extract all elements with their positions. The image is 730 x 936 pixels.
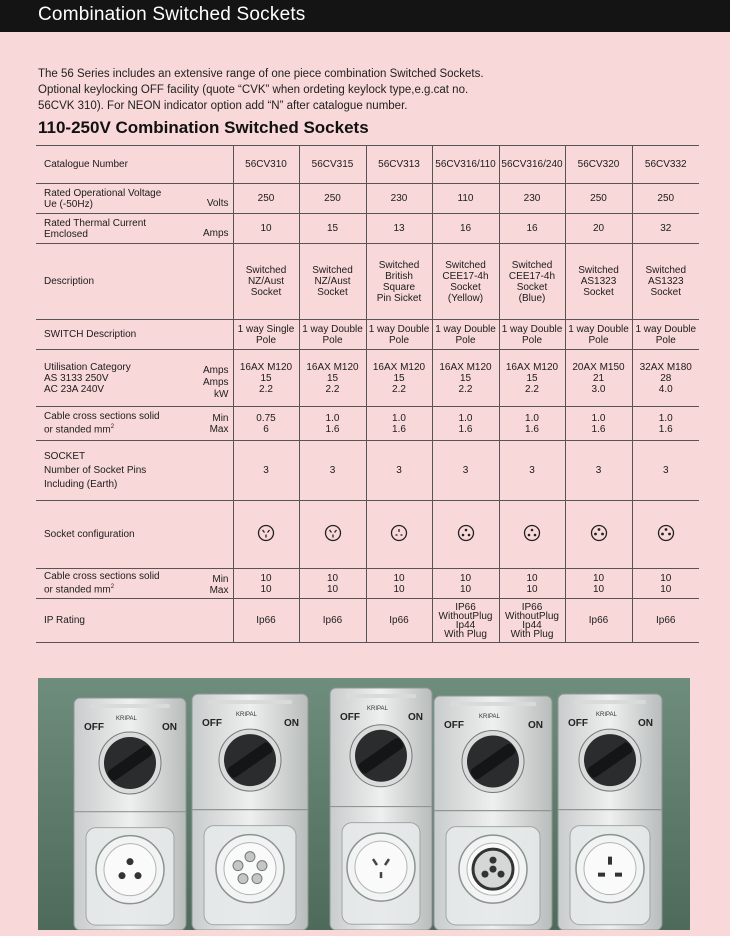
- unit-min: Min: [212, 574, 229, 585]
- cable-value: 1.0: [325, 412, 340, 424]
- cell: [299, 599, 366, 643]
- switch-line: 1 way Double: [501, 323, 563, 335]
- row-cable-2: [36, 569, 699, 599]
- switch-line: 1 way Double: [302, 323, 363, 335]
- description-line: Socket: [650, 287, 682, 298]
- cell: [299, 184, 366, 214]
- catalogue-number: 56CV332: [644, 159, 687, 170]
- cell: [632, 350, 699, 407]
- pins-label: Number of Socket Pins: [44, 464, 147, 476]
- switch-line: Pole: [388, 334, 409, 346]
- description-line: Socket: [583, 287, 614, 298]
- cable-value: 1.6: [325, 423, 340, 435]
- on-label: ON: [408, 712, 423, 723]
- cable-unit-text: or standed mm: [44, 424, 111, 436]
- cell: [499, 501, 565, 569]
- description-line: Switched: [445, 259, 486, 271]
- cell: [565, 146, 632, 184]
- cell: [632, 441, 699, 501]
- description-line: Square: [382, 281, 416, 293]
- description-line: Socket: [250, 287, 282, 298]
- cell: [565, 441, 632, 501]
- cable-value: 10: [393, 583, 405, 595]
- cell: [366, 569, 432, 599]
- cell: [299, 441, 366, 501]
- catalogue-number: 56CV313: [378, 159, 420, 170]
- description-line: (Blue): [518, 292, 546, 304]
- voltage-value: 230: [523, 193, 541, 204]
- switch-line: Pole: [455, 334, 476, 346]
- current-value: 20: [592, 223, 605, 234]
- utilisation-value: 16AX M120: [306, 361, 359, 373]
- description-line: NZ/Aust: [314, 276, 351, 287]
- row-label: [36, 407, 233, 441]
- cable-value: 10: [592, 583, 605, 595]
- cable-value: 0.75: [256, 412, 276, 424]
- table-title: 110-250V Combination Switched Sockets: [38, 118, 369, 137]
- cell: [366, 407, 432, 441]
- cell: [565, 599, 632, 643]
- switched-sockets-photo: [38, 678, 690, 930]
- row-voltage: [36, 184, 699, 214]
- cell: [565, 501, 632, 569]
- catalogue-number: 56CV320: [577, 159, 620, 170]
- spec-table: [36, 145, 699, 643]
- cell: [499, 407, 565, 441]
- utilisation-value: 2.2: [325, 383, 340, 395]
- current-value: 10: [260, 223, 272, 234]
- pins-value: 3: [529, 465, 535, 476]
- cable-value: 1.6: [392, 423, 406, 435]
- ip-value: Ip66: [389, 615, 409, 626]
- current-value: 32: [660, 223, 672, 234]
- row-cable-1: [36, 407, 699, 441]
- cable-value: 10: [326, 572, 339, 584]
- brand-label: KRIPAL: [116, 716, 137, 722]
- row-switch: [36, 320, 699, 350]
- switch-label: SWITCH Description: [44, 329, 137, 340]
- off-label: OFF: [568, 718, 588, 729]
- cable-value: 1.6: [658, 423, 673, 435]
- on-label: ON: [162, 722, 177, 733]
- voltage-unit: Volts: [206, 198, 229, 209]
- on-label: ON: [284, 718, 299, 729]
- cable-value: 1.0: [591, 412, 606, 424]
- ip-value: With Plug: [510, 628, 554, 640]
- utilisation-value: 21: [592, 372, 605, 384]
- utilisation-value: 15: [393, 372, 405, 384]
- switch-line: Pole: [322, 334, 343, 346]
- cell: [565, 244, 632, 320]
- cable-value: 1.0: [458, 412, 473, 424]
- cable-label: Cable cross sections solid: [44, 411, 160, 423]
- row-pins: [36, 441, 699, 501]
- cell: [632, 320, 699, 350]
- cell: [299, 501, 366, 569]
- pins-value: 3: [396, 465, 402, 476]
- on-label: ON: [638, 718, 653, 729]
- description-line: NZ/Aust: [247, 276, 285, 287]
- socket-british-icon: [390, 524, 408, 542]
- ip-label: IP Rating: [44, 615, 85, 626]
- cell: [499, 146, 565, 184]
- cell: [233, 350, 299, 407]
- unit-min: Min: [212, 413, 229, 424]
- cell: [299, 350, 366, 407]
- description-line: Switched: [245, 265, 287, 276]
- cell: [432, 407, 499, 441]
- cable-value: 6: [263, 423, 269, 435]
- switch-line: 1 way Single: [237, 323, 295, 335]
- voltage-value: 250: [324, 193, 341, 204]
- cell: [432, 184, 499, 214]
- intro-line: The 56 Series includes an extensive range of one piece combination Switched Sockets.: [38, 68, 484, 80]
- socket-nz-icon: [257, 524, 275, 542]
- cable-value: 10: [459, 572, 472, 584]
- cell: [565, 407, 632, 441]
- cable-value: 10: [592, 572, 605, 584]
- ip-value: Ip44: [455, 619, 476, 631]
- utilisation-standard: AS 3133 250V: [44, 372, 109, 384]
- cell: [366, 350, 432, 407]
- cell: [299, 407, 366, 441]
- voltage-value: 250: [590, 193, 607, 204]
- socket-unit: [192, 694, 308, 930]
- cable-value: 10: [660, 583, 672, 595]
- voltage-value: 250: [257, 193, 275, 204]
- utilisation-value: 2.2: [259, 383, 273, 395]
- cell: [632, 569, 699, 599]
- socket-unit: [330, 688, 432, 930]
- row-label: [36, 441, 233, 501]
- cable-value: 10: [459, 583, 472, 595]
- description-line: (Yellow): [447, 292, 484, 304]
- description-line: Socket: [317, 287, 348, 298]
- socket-round-icon: [590, 524, 608, 542]
- description-line: British: [385, 270, 413, 282]
- cable-value: 10: [526, 572, 538, 584]
- cell: [299, 320, 366, 350]
- cell: [366, 244, 432, 320]
- cable-unit-text: or standed mm: [44, 584, 111, 596]
- voltage-sublabel: Ue (-50Hz): [44, 198, 93, 210]
- socket-round-icon: [657, 524, 675, 542]
- ip-value: Ip44: [522, 619, 542, 631]
- cell: [499, 441, 565, 501]
- cell: [366, 320, 432, 350]
- utilisation-value: 15: [526, 372, 538, 384]
- voltage-value: 110: [457, 193, 474, 204]
- brand-label: KRIPAL: [596, 712, 617, 718]
- description-line: Socket: [516, 281, 548, 293]
- cable-value: 10: [393, 572, 405, 584]
- cell: [432, 350, 499, 407]
- description-line: AS1323: [647, 276, 684, 287]
- catalogue-label: Catalogue Number: [44, 159, 128, 170]
- cable-value: 10: [526, 583, 538, 595]
- switch-line: 1 way Double: [635, 323, 697, 335]
- row-label: [36, 350, 233, 407]
- pins-value: 3: [595, 465, 602, 476]
- current-value: 16: [459, 223, 472, 234]
- cable-value: 10: [260, 572, 272, 584]
- utilisation-value: 2.2: [392, 383, 406, 395]
- on-label: ON: [528, 720, 543, 731]
- cell: [432, 146, 499, 184]
- cell: [299, 244, 366, 320]
- ip-value: WithoutPlug: [438, 610, 493, 622]
- cell: [233, 407, 299, 441]
- ip-value: Ip66: [656, 615, 676, 626]
- switch-line: Pole: [521, 334, 542, 346]
- utilisation-value: 28: [660, 372, 672, 384]
- switch-line: Pole: [588, 334, 609, 346]
- off-label: OFF: [340, 712, 360, 723]
- catalogue-number: 56CV310: [245, 159, 287, 170]
- cable-value: 10: [660, 572, 672, 584]
- utilisation-value: 32AX M180: [639, 361, 692, 373]
- ip-value: IP66: [521, 601, 543, 613]
- description-line: CEE17-4h: [508, 270, 556, 282]
- socket-cee-icon: [457, 524, 475, 542]
- cell: [366, 501, 432, 569]
- row-label: [36, 501, 233, 569]
- cell: [432, 244, 499, 320]
- current-label: Rated Thermal Current: [44, 217, 147, 229]
- cell: [632, 146, 699, 184]
- cable-value: 1.0: [525, 412, 539, 424]
- intro-line: Optional keylocking OFF facility (quote “CVK” when ordeting keylock type,e.g.cat no.: [38, 84, 469, 96]
- switch-line: Pole: [655, 334, 676, 346]
- description-line: Switched: [578, 265, 619, 276]
- utilisation-value: 15: [260, 372, 272, 384]
- cable-value: 1.0: [658, 412, 673, 424]
- cell: [366, 441, 432, 501]
- cable-label: Cable cross sections solid: [44, 571, 160, 583]
- switch-line: 1 way Double: [435, 323, 496, 335]
- row-label: [36, 146, 233, 184]
- cell: [233, 244, 299, 320]
- cell: [366, 214, 432, 244]
- unit-kw: kW: [214, 389, 229, 400]
- cell: [565, 350, 632, 407]
- superscript: 2: [110, 424, 115, 431]
- socket-label: SOCKET: [44, 450, 86, 462]
- utilisation-value: 20AX M150: [572, 361, 625, 373]
- utilisation-value: 15: [326, 372, 339, 384]
- cell: [233, 320, 299, 350]
- row-label: [36, 569, 233, 599]
- cable-sublabel: [44, 582, 233, 595]
- cable-value: 1.0: [392, 412, 406, 424]
- cell: [632, 501, 699, 569]
- cell: [299, 569, 366, 599]
- brand-label: KRIPAL: [479, 714, 500, 720]
- current-value: 16: [526, 223, 538, 234]
- cell: [499, 184, 565, 214]
- row-label: [36, 599, 233, 643]
- cell: [499, 244, 565, 320]
- row-description: [36, 244, 699, 320]
- socket-unit: [434, 696, 552, 930]
- utilisation-value: 4.0: [658, 383, 673, 395]
- description-line: Switched: [378, 259, 420, 271]
- row-label: [36, 244, 233, 320]
- intro-line: 56CVK 310). For NEON indicator option add “N” after catalogue number.: [38, 100, 408, 112]
- cell: [499, 350, 565, 407]
- cell: [432, 569, 499, 599]
- current-unit: Amps: [202, 228, 229, 239]
- cable-value: 1.6: [525, 423, 539, 435]
- unit-max: Max: [209, 424, 229, 435]
- cell: [632, 214, 699, 244]
- description-label: Description: [44, 276, 95, 287]
- current-value: 15: [326, 223, 339, 234]
- cell: [299, 146, 366, 184]
- cable-value: 1.6: [458, 423, 473, 435]
- cell: [432, 214, 499, 244]
- voltage-value: 230: [390, 193, 408, 204]
- cell: [499, 599, 565, 643]
- row-catalogue: [36, 146, 699, 184]
- cell: [499, 320, 565, 350]
- socket-unit: [74, 698, 186, 930]
- row-label: [36, 184, 233, 214]
- cell: [233, 214, 299, 244]
- cell: [233, 441, 299, 501]
- row-ip: [36, 599, 699, 643]
- socket-unit: [558, 694, 662, 930]
- cell: [233, 501, 299, 569]
- off-label: OFF: [202, 718, 222, 729]
- description-line: Pin Sicket: [376, 292, 422, 304]
- ip-value: With Plug: [444, 628, 487, 640]
- voltage-value: 250: [657, 193, 675, 204]
- utilisation-value: 2.2: [458, 383, 473, 395]
- description-line: Switched: [645, 265, 687, 276]
- switch-line: Pole: [255, 334, 276, 346]
- cell: [432, 599, 499, 643]
- pins-value: 3: [329, 465, 336, 476]
- voltage-label: Rated Operational Voltage: [44, 187, 162, 199]
- cell: [632, 184, 699, 214]
- off-label: OFF: [444, 720, 464, 731]
- description-line: Switched: [511, 259, 553, 271]
- current-value: 13: [393, 223, 405, 234]
- utilisation-value: 15: [459, 372, 472, 384]
- cable-value: 10: [326, 583, 339, 595]
- pins-value: 3: [462, 465, 469, 476]
- cell: [565, 214, 632, 244]
- switch-line: 1 way Double: [568, 323, 629, 335]
- off-label: OFF: [84, 722, 104, 733]
- cable-value: 10: [260, 583, 272, 595]
- cell: [565, 320, 632, 350]
- utilisation-ac: AC 23A 240V: [44, 383, 105, 395]
- utilisation-value: 16AX M120: [505, 361, 559, 373]
- cable-value: 1.6: [591, 423, 606, 435]
- description-line: AS1323: [580, 276, 617, 287]
- socket-nz-icon: [324, 524, 342, 542]
- cell: [233, 146, 299, 184]
- cell: [233, 184, 299, 214]
- page-title: Combination Switched Sockets: [38, 4, 306, 25]
- description-line: CEE17-4h: [442, 270, 489, 282]
- utilisation-value: 16AX M120: [239, 361, 293, 373]
- cell: [233, 569, 299, 599]
- cell: [432, 441, 499, 501]
- cell: [432, 320, 499, 350]
- ip-value: Ip66: [588, 615, 609, 626]
- row-utilisation: [36, 350, 699, 407]
- switch-line: 1 way Double: [368, 323, 430, 335]
- cell: [499, 569, 565, 599]
- earth-label: Including (Earth): [44, 478, 118, 490]
- cell: [565, 569, 632, 599]
- row-current: [36, 214, 699, 244]
- cell: [366, 146, 432, 184]
- superscript: 2: [110, 584, 115, 591]
- unit-amps: Amps: [202, 365, 229, 376]
- brand-label: KRIPAL: [367, 706, 388, 712]
- row-config: [36, 501, 699, 569]
- utilisation-value: 3.0: [591, 383, 606, 395]
- utilisation-label: Utilisation Category: [44, 361, 131, 373]
- utilisation-value: 2.2: [525, 383, 539, 395]
- utilisation-value: 16AX M120: [439, 361, 492, 373]
- row-label: [36, 320, 233, 350]
- ip-value: Ip66: [322, 615, 343, 626]
- cell: [233, 599, 299, 643]
- unit-amps: Amps: [202, 377, 229, 388]
- current-sublabel: Emclosed: [44, 228, 88, 240]
- cell: [499, 214, 565, 244]
- cell: [432, 501, 499, 569]
- socket-cee-icon: [523, 524, 541, 542]
- cell: [632, 599, 699, 643]
- catalogue-number: 56CV316/240: [501, 159, 563, 170]
- description-line: Switched: [312, 265, 353, 276]
- cable-sublabel: [44, 422, 233, 435]
- description-line: Socket: [450, 281, 481, 293]
- unit-max: Max: [209, 585, 229, 596]
- header-bar: [0, 0, 730, 32]
- cell: [299, 214, 366, 244]
- cell: [366, 599, 432, 643]
- pins-value: 3: [263, 465, 269, 476]
- cell: [565, 184, 632, 214]
- pins-value: 3: [662, 465, 669, 476]
- catalogue-number: 56CV315: [311, 159, 354, 170]
- ip-value: Ip66: [256, 615, 276, 626]
- ip-value: WithoutPlug: [505, 610, 559, 622]
- cell: [632, 407, 699, 441]
- utilisation-value: 16AX M120: [372, 361, 426, 373]
- row-label: [36, 214, 233, 244]
- ip-value: IP66: [455, 601, 476, 613]
- intro-text: [38, 66, 678, 114]
- cell: [632, 244, 699, 320]
- cell: [366, 184, 432, 214]
- config-label: Socket configuration: [44, 529, 135, 540]
- product-photo: [38, 678, 690, 930]
- brand-label: KRIPAL: [236, 712, 257, 718]
- catalogue-number: 56CV316/110: [435, 159, 496, 170]
